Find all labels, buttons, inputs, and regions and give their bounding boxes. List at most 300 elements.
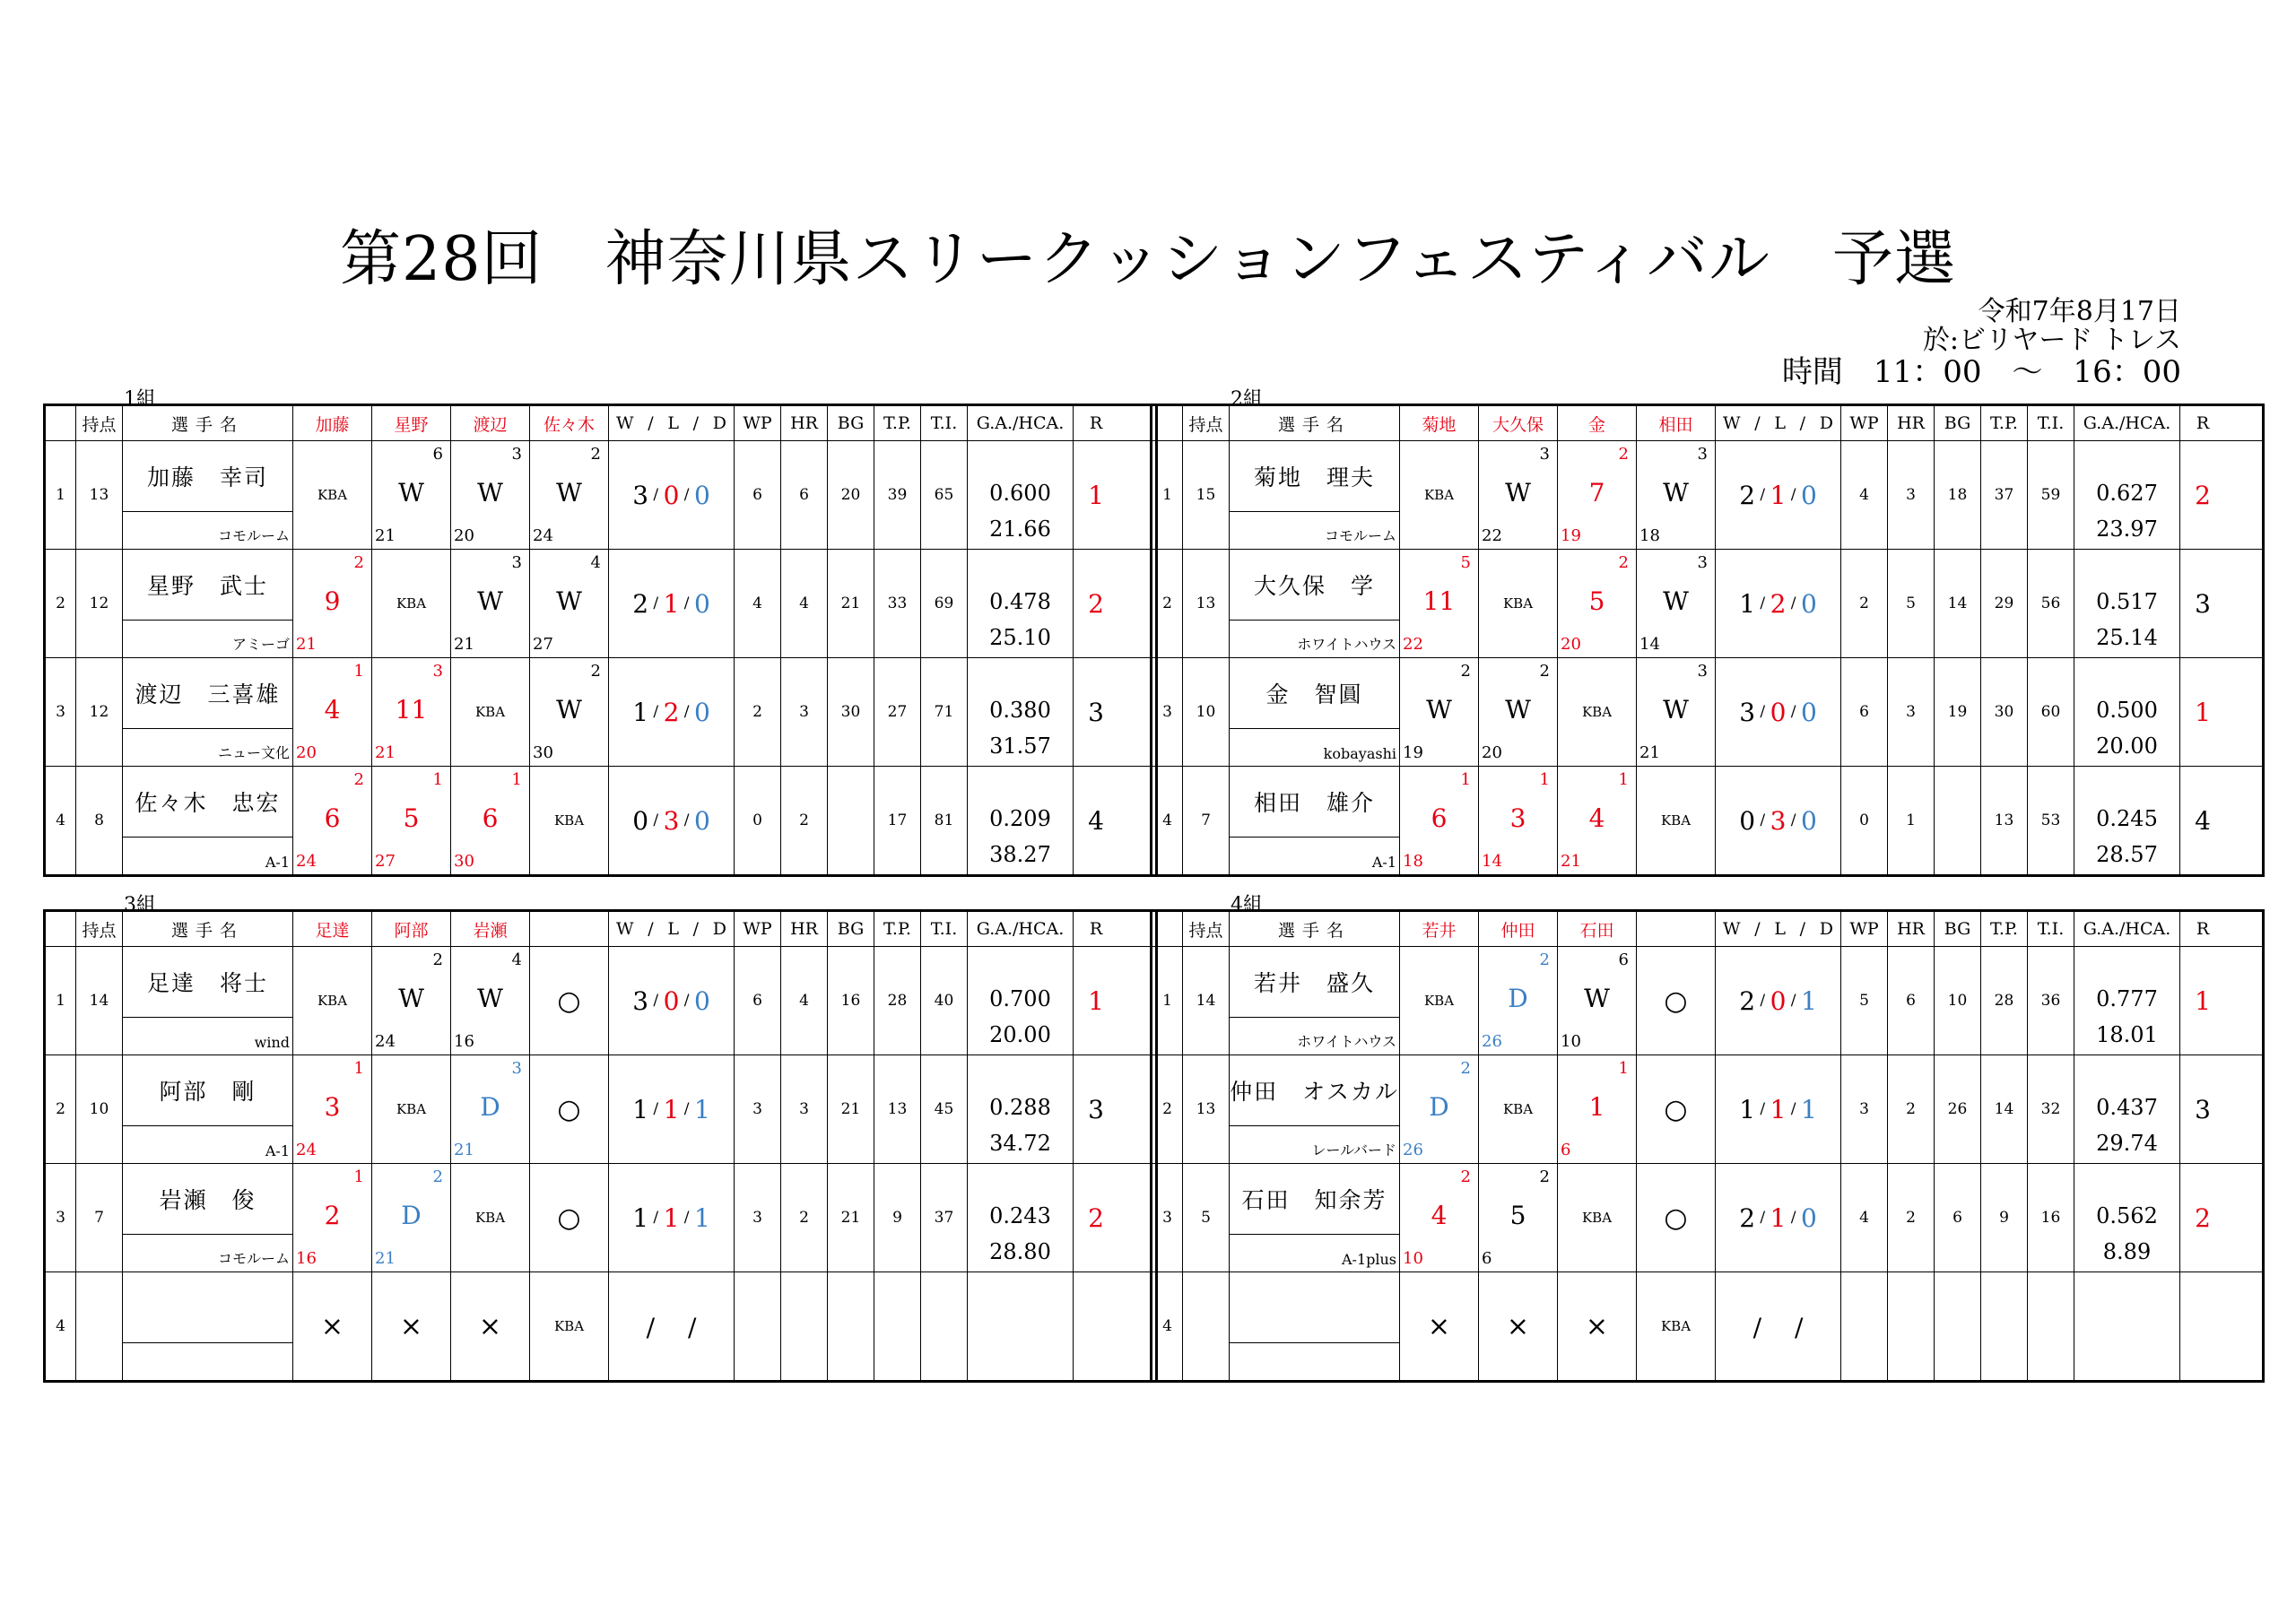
balls-made: 22 bbox=[1403, 635, 1423, 654]
header-wld-part: / bbox=[1799, 413, 1806, 433]
best-game: 19 bbox=[1935, 658, 1981, 766]
match-result: 6 bbox=[1431, 803, 1448, 833]
rank: 2 bbox=[2195, 480, 2211, 510]
rank: 1 bbox=[1088, 480, 1104, 510]
losses: 1 bbox=[663, 588, 680, 619]
general-average: 0.517 bbox=[2096, 589, 2158, 614]
win-points bbox=[735, 1272, 781, 1380]
rank: 3 bbox=[2195, 588, 2211, 619]
balls-made: 21 bbox=[1639, 743, 1660, 762]
header-wld-part: D bbox=[712, 413, 726, 433]
row-index: 1 bbox=[46, 441, 76, 549]
innings-count: 2 bbox=[432, 1167, 443, 1186]
wld-record bbox=[1716, 1055, 1841, 1163]
losses: 3 bbox=[663, 805, 680, 836]
match-result: W bbox=[398, 478, 424, 508]
innings-count: 2 bbox=[1460, 1059, 1471, 1078]
handicap-points: 8 bbox=[76, 767, 123, 874]
player-club: A-1 bbox=[265, 854, 290, 871]
match-result: W bbox=[398, 984, 424, 1013]
innings-count: 3 bbox=[511, 445, 522, 464]
player-name-cell bbox=[123, 1272, 293, 1380]
row-index: 1 bbox=[1152, 947, 1183, 1055]
row-index: 3 bbox=[46, 658, 76, 766]
match-mark: ○ bbox=[557, 1202, 581, 1234]
total-points: 29 bbox=[1981, 550, 2028, 657]
player-club: ニュー文化 bbox=[217, 744, 290, 761]
header-hr: HR bbox=[781, 912, 828, 946]
match-cell bbox=[1479, 550, 1558, 657]
match-cell bbox=[451, 767, 530, 874]
innings-count: 1 bbox=[511, 770, 522, 789]
header-rank: R bbox=[1089, 413, 1103, 433]
rank: 1 bbox=[1088, 985, 1104, 1016]
match-result: 3 bbox=[1509, 803, 1526, 833]
kba-mark: KBA bbox=[474, 704, 506, 720]
draws: 1 bbox=[693, 1094, 710, 1124]
player-club: kobayashi bbox=[1323, 745, 1396, 762]
wld-sep: / bbox=[1786, 703, 1801, 721]
match-cell bbox=[293, 441, 372, 549]
kba-mark: KBA bbox=[553, 812, 585, 829]
player-row bbox=[46, 767, 1155, 874]
match-cell bbox=[1479, 1272, 1558, 1380]
match-cell bbox=[372, 658, 451, 766]
wld-sep: / bbox=[1755, 486, 1770, 504]
total-innings: 60 bbox=[2028, 658, 2074, 766]
header-wld-part: W bbox=[1723, 413, 1741, 433]
player-row bbox=[1152, 1164, 2262, 1272]
innings-count: 5 bbox=[1460, 553, 1471, 572]
match-cell bbox=[530, 658, 609, 766]
match-result: D bbox=[1508, 984, 1528, 1013]
win-points: 0 bbox=[1841, 767, 1888, 874]
player-row bbox=[46, 658, 1155, 767]
draws: 0 bbox=[693, 588, 710, 619]
total-innings: 71 bbox=[921, 658, 968, 766]
balls-made: 6 bbox=[1561, 1141, 1571, 1159]
row-index: 4 bbox=[46, 1272, 76, 1380]
balls-made: 10 bbox=[1561, 1032, 1581, 1051]
balls-made: 24 bbox=[375, 1032, 396, 1051]
header-tp: T.P. bbox=[1981, 406, 2028, 440]
total-innings: 53 bbox=[2028, 767, 2074, 874]
high-run: 1 bbox=[1888, 767, 1935, 874]
event-time: 時間 11：00 ～ 16：00 bbox=[1781, 354, 2181, 390]
row-index: 3 bbox=[46, 1164, 76, 1271]
high-run: 5 bbox=[1888, 550, 1935, 657]
win-points: 3 bbox=[735, 1055, 781, 1163]
total-innings bbox=[921, 1272, 968, 1380]
match-result: 9 bbox=[324, 586, 341, 616]
row-index: 2 bbox=[1152, 1055, 1183, 1163]
handicap-average: 38.27 bbox=[989, 842, 1051, 867]
match-cell bbox=[530, 1055, 609, 1163]
win-points: 2 bbox=[735, 658, 781, 766]
total-points bbox=[1981, 1272, 2028, 1380]
rank bbox=[2180, 1272, 2225, 1380]
kba-mark: KBA bbox=[1660, 1318, 1692, 1334]
general-average: 0.380 bbox=[989, 698, 1051, 723]
handicap-points bbox=[1183, 1272, 1230, 1380]
match-cell bbox=[530, 767, 609, 874]
group-label: 2組 bbox=[1231, 388, 1263, 411]
match-result: 11 bbox=[1422, 586, 1456, 616]
total-points: 17 bbox=[874, 767, 921, 874]
handicap-average: 29.74 bbox=[2096, 1131, 2158, 1156]
total-innings: 16 bbox=[2028, 1164, 2074, 1271]
wins: 1 bbox=[632, 1202, 649, 1233]
wld-sep: / bbox=[1786, 1100, 1801, 1118]
match-result: 4 bbox=[1431, 1201, 1448, 1230]
header-opponent: 星野 bbox=[372, 406, 451, 440]
high-run: 6 bbox=[1888, 947, 1935, 1055]
match-result: W bbox=[1663, 478, 1689, 508]
player-row bbox=[1152, 441, 2262, 550]
rank bbox=[1074, 1272, 1118, 1380]
innings-count: 2 bbox=[1460, 1167, 1471, 1186]
high-run: 4 bbox=[781, 947, 828, 1055]
match-result: 6 bbox=[482, 803, 499, 833]
balls-made: 24 bbox=[296, 1141, 317, 1159]
wld-sep: / bbox=[679, 1100, 694, 1118]
kba-mark: KBA bbox=[396, 1101, 427, 1117]
innings-count: 1 bbox=[353, 1167, 364, 1186]
kba-mark: KBA bbox=[553, 1318, 585, 1334]
win-points: 6 bbox=[1841, 658, 1888, 766]
match-cell bbox=[1400, 658, 1479, 766]
wld-sep: / bbox=[1786, 595, 1801, 612]
total-innings: 56 bbox=[2028, 550, 2074, 657]
match-cell bbox=[1558, 1164, 1637, 1271]
player-name-cell bbox=[1230, 441, 1400, 549]
wld-sep: / bbox=[648, 703, 664, 721]
header-wld-part: / bbox=[648, 919, 654, 939]
match-cell bbox=[1637, 1164, 1716, 1271]
total-innings bbox=[2028, 1272, 2074, 1380]
win-points: 0 bbox=[735, 767, 781, 874]
wld-sep: / bbox=[1786, 486, 1801, 504]
general-average: 0.437 bbox=[2096, 1095, 2158, 1120]
header-opponent bbox=[530, 912, 609, 946]
header-opponent: 仲田 bbox=[1479, 912, 1558, 946]
header-wld-part: L bbox=[1774, 919, 1786, 939]
draws: 0 bbox=[693, 480, 710, 510]
group-table bbox=[1150, 909, 2265, 1383]
average-cell bbox=[968, 1055, 1074, 1163]
match-cell bbox=[1400, 947, 1479, 1055]
match-cell bbox=[372, 550, 451, 657]
innings-count: 2 bbox=[1618, 553, 1629, 572]
match-result: D bbox=[480, 1092, 500, 1122]
player-name-cell bbox=[123, 658, 293, 766]
match-cell bbox=[1558, 1055, 1637, 1163]
win-points: 6 bbox=[735, 947, 781, 1055]
total-points: 33 bbox=[874, 550, 921, 657]
player-name: 金 智圓 bbox=[1230, 658, 1399, 729]
wld-sep: / bbox=[1755, 703, 1770, 721]
match-cell bbox=[293, 658, 372, 766]
match-cell bbox=[451, 1272, 530, 1380]
player-club: ホワイトハウス bbox=[1297, 1033, 1396, 1050]
match-cell bbox=[372, 947, 451, 1055]
wins: 0 bbox=[632, 805, 649, 836]
kba-mark: KBA bbox=[1502, 1101, 1534, 1117]
match-cell bbox=[1479, 658, 1558, 766]
player-name: 岩瀬 俊 bbox=[123, 1164, 292, 1235]
losses: 1 bbox=[1770, 480, 1787, 510]
wld-record bbox=[1716, 947, 1841, 1055]
header-wld-part: W bbox=[1723, 919, 1741, 939]
balls-made: 21 bbox=[454, 635, 474, 654]
kba-mark: KBA bbox=[1660, 812, 1692, 829]
draws: 0 bbox=[1800, 1202, 1817, 1233]
losses: 0 bbox=[663, 480, 680, 510]
average-cell bbox=[2074, 658, 2180, 766]
win-points: 2 bbox=[1841, 550, 1888, 657]
match-cell bbox=[451, 441, 530, 549]
match-cell bbox=[372, 1164, 451, 1271]
win-points: 4 bbox=[735, 550, 781, 657]
handicap-points: 15 bbox=[1183, 441, 1230, 549]
player-name bbox=[1230, 1272, 1399, 1343]
wld-sep: / bbox=[679, 486, 694, 504]
match-cell bbox=[372, 767, 451, 874]
average-cell bbox=[968, 947, 1074, 1055]
group-table bbox=[43, 909, 1158, 1383]
header-ti: T.I. bbox=[921, 912, 968, 946]
high-run: 2 bbox=[781, 1164, 828, 1271]
wld-record bbox=[609, 1272, 735, 1380]
balls-made: 20 bbox=[1482, 743, 1502, 762]
balls-made: 21 bbox=[375, 743, 396, 762]
win-points: 4 bbox=[1841, 441, 1888, 549]
wld-record bbox=[609, 441, 735, 549]
high-run: 3 bbox=[1888, 658, 1935, 766]
innings-count: 1 bbox=[1460, 770, 1471, 789]
balls-made: 14 bbox=[1482, 852, 1502, 871]
balls-made: 30 bbox=[533, 743, 553, 762]
wins: 2 bbox=[632, 588, 649, 619]
handicap-points: 14 bbox=[76, 947, 123, 1055]
match-cell bbox=[530, 947, 609, 1055]
average-cell bbox=[2074, 1055, 2180, 1163]
match-result: 6 bbox=[324, 803, 341, 833]
header-points: 持点 bbox=[76, 406, 123, 440]
player-name-cell bbox=[123, 550, 293, 657]
header-points: 持点 bbox=[1183, 912, 1230, 946]
player-club: A-1plus bbox=[1341, 1251, 1396, 1268]
losses: 2 bbox=[1770, 588, 1787, 619]
player-name: 足達 将士 bbox=[123, 947, 292, 1018]
table-header bbox=[1152, 912, 2262, 947]
header-tp: T.P. bbox=[874, 406, 921, 440]
best-game bbox=[828, 1272, 874, 1380]
innings-count: 6 bbox=[1618, 950, 1629, 969]
general-average: 0.562 bbox=[2096, 1203, 2158, 1228]
match-cell bbox=[451, 947, 530, 1055]
match-mark: ○ bbox=[557, 1093, 581, 1125]
total-points: 30 bbox=[1981, 658, 2028, 766]
match-cell bbox=[451, 1055, 530, 1163]
draws: 0 bbox=[693, 805, 710, 836]
handicap-points: 13 bbox=[76, 441, 123, 549]
innings-count: 1 bbox=[1618, 770, 1629, 789]
balls-made: 20 bbox=[1561, 635, 1581, 654]
balls-made: 22 bbox=[1482, 526, 1502, 545]
handicap-points: 12 bbox=[76, 658, 123, 766]
header-wld-part: / bbox=[648, 413, 654, 433]
handicap-points: 10 bbox=[76, 1055, 123, 1163]
average-cell bbox=[2074, 947, 2180, 1055]
header-opponent bbox=[1637, 912, 1716, 946]
losses: 0 bbox=[1770, 697, 1787, 727]
match-cell bbox=[1479, 767, 1558, 874]
header-wld-part: D bbox=[712, 919, 726, 939]
total-innings: 59 bbox=[2028, 441, 2074, 549]
innings-count: 3 bbox=[511, 553, 522, 572]
match-mark: × bbox=[1427, 1310, 1451, 1342]
match-cell bbox=[451, 1164, 530, 1271]
general-average: 0.500 bbox=[2096, 698, 2158, 723]
player-name-cell bbox=[123, 947, 293, 1055]
header-ga-hca: G.A./HCA. bbox=[2074, 406, 2180, 440]
kba-mark: KBA bbox=[1581, 1210, 1613, 1226]
match-result: 1 bbox=[1588, 1092, 1605, 1122]
header-wld-part: D bbox=[1819, 413, 1833, 433]
balls-made: 27 bbox=[533, 635, 553, 654]
wld-record bbox=[1716, 550, 1841, 657]
balls-made: 21 bbox=[1561, 852, 1581, 871]
match-cell bbox=[1400, 1272, 1479, 1380]
header-player-name: 選手名 bbox=[123, 912, 293, 946]
table-header bbox=[1152, 406, 2262, 441]
match-mark: × bbox=[1506, 1310, 1530, 1342]
player-name: 加藤 幸司 bbox=[123, 441, 292, 512]
handicap-average: 18.01 bbox=[2096, 1022, 2158, 1047]
high-run: 3 bbox=[1888, 441, 1935, 549]
total-points bbox=[874, 1272, 921, 1380]
row-index: 4 bbox=[1152, 767, 1183, 874]
wins: 1 bbox=[632, 1094, 649, 1124]
row-index: 2 bbox=[46, 550, 76, 657]
row-index: 1 bbox=[46, 947, 76, 1055]
draws: 1 bbox=[693, 1202, 710, 1233]
match-cell bbox=[1400, 550, 1479, 657]
handicap-average: 34.72 bbox=[989, 1131, 1051, 1156]
match-cell bbox=[1479, 441, 1558, 549]
match-result: W bbox=[477, 586, 503, 616]
total-points: 13 bbox=[1981, 767, 2028, 874]
innings-count: 2 bbox=[353, 770, 364, 789]
match-mark: ○ bbox=[1664, 1093, 1688, 1125]
average-cell bbox=[968, 767, 1074, 874]
balls-made: 26 bbox=[1482, 1032, 1502, 1051]
match-result: W bbox=[1505, 695, 1531, 725]
kba-mark: KBA bbox=[1423, 993, 1455, 1009]
wld-record bbox=[1716, 441, 1841, 549]
match-result: D bbox=[401, 1201, 422, 1230]
header-opponent: 大久保 bbox=[1479, 406, 1558, 440]
handicap-average: 20.00 bbox=[989, 1022, 1051, 1047]
match-cell bbox=[1400, 767, 1479, 874]
player-row bbox=[46, 550, 1155, 658]
wld-sep: / bbox=[1755, 1209, 1770, 1227]
header-rank: R bbox=[2196, 413, 2210, 433]
high-run: 3 bbox=[781, 658, 828, 766]
handicap-points: 13 bbox=[1183, 550, 1230, 657]
match-cell bbox=[530, 550, 609, 657]
total-points: 27 bbox=[874, 658, 921, 766]
header-wld bbox=[609, 912, 735, 946]
wld-sep: / bbox=[648, 992, 664, 1010]
header-ti: T.I. bbox=[921, 406, 968, 440]
innings-count: 4 bbox=[511, 950, 522, 969]
general-average: 0.288 bbox=[989, 1095, 1051, 1120]
losses: 0 bbox=[1770, 985, 1787, 1016]
match-cell bbox=[1637, 1055, 1716, 1163]
match-result: 4 bbox=[324, 695, 341, 725]
losses: 1 bbox=[1770, 1094, 1787, 1124]
innings-count: 6 bbox=[432, 445, 443, 464]
rank: 2 bbox=[1088, 1202, 1104, 1233]
match-result: W bbox=[556, 478, 582, 508]
player-name-cell bbox=[123, 1164, 293, 1271]
best-game: 30 bbox=[828, 658, 874, 766]
best-game: 10 bbox=[1935, 947, 1981, 1055]
player-name: 菊地 理夫 bbox=[1230, 441, 1399, 512]
wld-sep: / bbox=[648, 1100, 664, 1118]
wld-sep: / bbox=[679, 595, 694, 612]
handicap-average: 28.57 bbox=[2096, 842, 2158, 867]
kba-mark: KBA bbox=[1423, 487, 1455, 503]
balls-made: 21 bbox=[296, 635, 317, 654]
player-name: 石田 知余芳 bbox=[1230, 1164, 1399, 1235]
innings-count: 2 bbox=[1539, 1167, 1550, 1186]
match-cell bbox=[451, 658, 530, 766]
rank: 3 bbox=[1088, 697, 1104, 727]
best-game: 21 bbox=[828, 1055, 874, 1163]
general-average: 0.245 bbox=[2096, 806, 2158, 831]
balls-made: 19 bbox=[1403, 743, 1423, 762]
group-table bbox=[1150, 404, 2265, 877]
match-cell bbox=[372, 1272, 451, 1380]
match-result: W bbox=[1426, 695, 1452, 725]
innings-count: 2 bbox=[353, 553, 364, 572]
match-cell bbox=[1637, 550, 1716, 657]
table-header bbox=[46, 406, 1155, 441]
wins: 2 bbox=[1739, 1202, 1756, 1233]
innings-count: 2 bbox=[590, 445, 601, 464]
average-cell bbox=[2074, 550, 2180, 657]
match-result: 2 bbox=[324, 1201, 341, 1230]
innings-count: 3 bbox=[1697, 662, 1708, 681]
header-bg: BG bbox=[828, 406, 874, 440]
total-innings: 45 bbox=[921, 1055, 968, 1163]
handicap-points: 14 bbox=[1183, 947, 1230, 1055]
match-cell bbox=[1558, 1272, 1637, 1380]
player-name: 若井 盛久 bbox=[1230, 947, 1399, 1018]
balls-made: 6 bbox=[1482, 1249, 1492, 1268]
handicap-average: 8.89 bbox=[2102, 1239, 2152, 1264]
header-ti: T.I. bbox=[2028, 406, 2074, 440]
player-row bbox=[46, 441, 1155, 550]
wld-sep: / bbox=[679, 1209, 694, 1227]
draws: 1 bbox=[1800, 985, 1817, 1016]
player-club: コモルーム bbox=[217, 527, 290, 544]
match-cell bbox=[1637, 1272, 1716, 1380]
draws: 0 bbox=[693, 985, 710, 1016]
